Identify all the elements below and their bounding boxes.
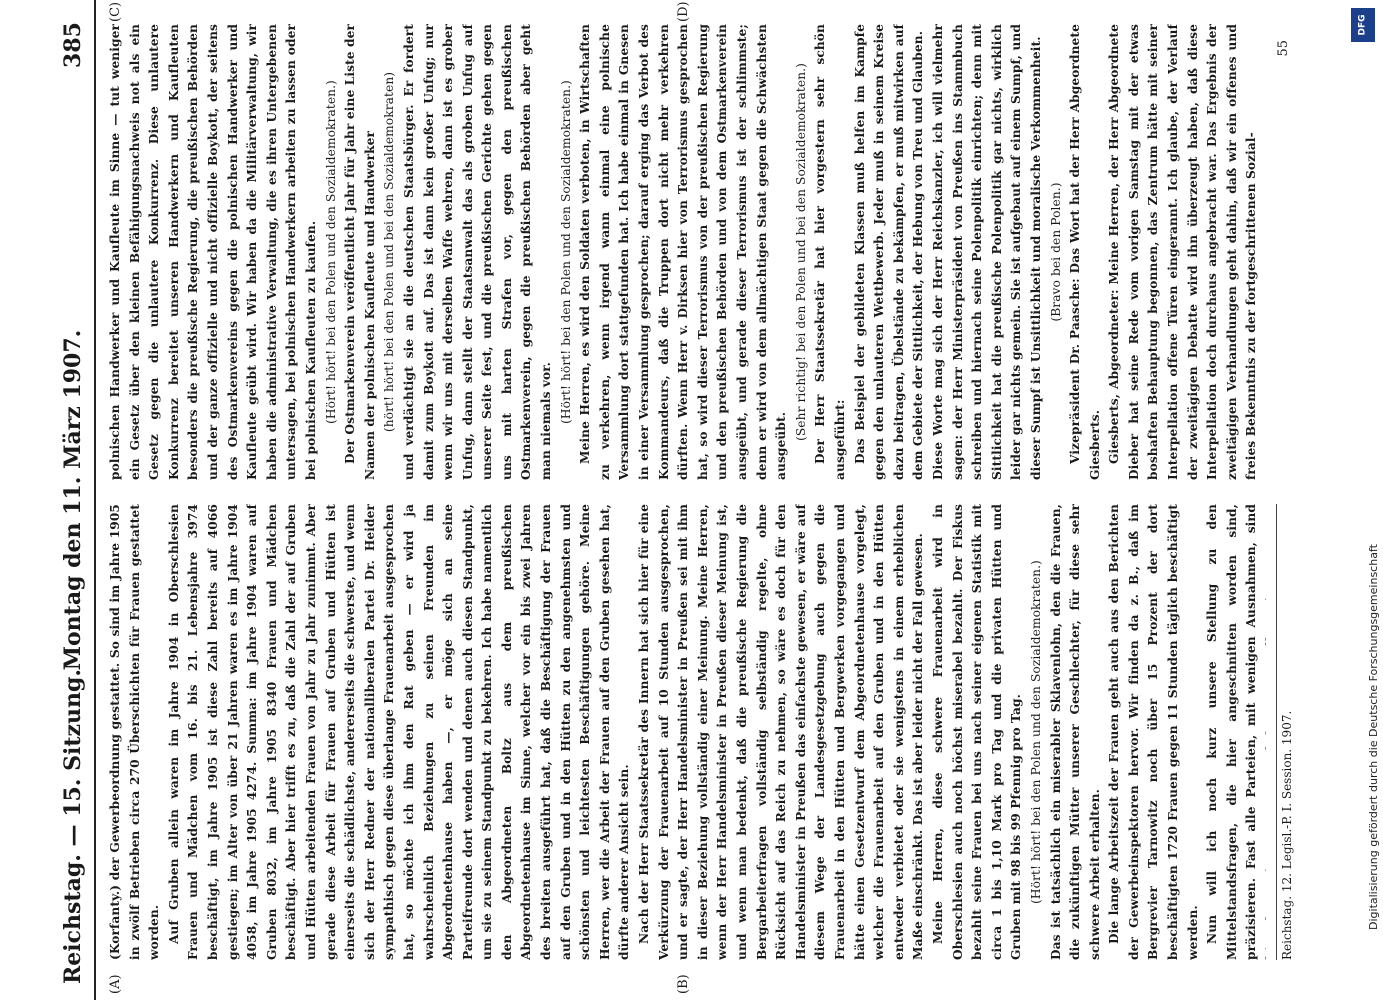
paragraph: polnischen Handwerker und Kaufleute im Sinne — tut weniger ein Gesetz über den kleinen Befähigungsnachweis not als ein Gesetz gegen die unlautere Konkurrenz. Diese unlautere Konkurrenz bereitet unseren Handwerkern und Kaufleuten besonders die preußische Regierung, die preußischen Behörden und der ganze offizielle und nicht offizielle Boykott, der seitens des Ostmarkenvereins gegen die polnischen Handwerker und Kaufleute geübt wird. Wir haben da die Militärverwaltung, wir haben die administrative Verwaltung, die es ihren Untergebenen untersagen, bei polnischen Handwerkern arbeiten zu lassen oder bei polnischen Kaufleuten zu kaufen. bbox=[108, 24, 318, 480]
page-footer: Reichstag. 12. Legisl.-P. I. Session. 1907. bbox=[1276, 504, 1294, 960]
page-header bbox=[54, 0, 96, 1000]
interjection: (Hört! hört! bei den Polen und den Sozialdemokraten.) bbox=[323, 80, 338, 424]
paragraph: (Korfanty.) der Gewerbeordnung gestattet. So sind im Jahre 1905 in zwölf Betrieben circa 270 Überschichten für Frauen gestattet worden. bbox=[108, 504, 162, 960]
paragraph: Meine Herren, es wird den Soldaten verboten, in Wirtschaften zu verkehren, wenn irgend wann einmal eine polnische Versammlung dort stattgefunden hat. Ich habe einmal in Gnesen in einer Versammlung gesprochen; darauf erging das Verbot des Kommandeurs, daß die Truppen dort nicht mehr verkehren dürften. Wenn Herr v. Dirksen hier von Terrorismus gesprochen hat, so wird dieser Terrorismus von der preußischen Regierung und den preußischen Behörden und von dem Ostmarkenverein ausgeübt, und gerade dieser Terrorismus ist der schlimmste; denn er wird von dem allmächtigen Staat gegen die Schwächsten ausgeübt. bbox=[578, 24, 789, 480]
margin-marker-d: (D) bbox=[676, 1, 691, 22]
right-column bbox=[106, 24, 1266, 480]
paragraph: Nun will ich noch kurz unsere Stellung zu den Mittelstandsfragen, die hier angeschnitten worden sind, präzisieren. Fast alle Parteien, mit wenigen Ausnahmen, sind bbox=[1205, 504, 1259, 960]
paragraph: und verdächtigt sie an die deutschen Staatsbürger. Er fordert damit zum Boykott auf. Das ist dann kein großer Unfug; nur wenn wir uns mit derselben Waffe wehren, dann ist es grober Unfug, dann stellt der Staatsanwalt das als groben Unfug auf unserer Seite fest, und die preußischen Gerichte gehen gegen uns mit harten Strafen vor, gegen den preußischen Ostmarkenverein, gegen die preußischen Behörden aber geht man niemals vor. bbox=[401, 24, 554, 480]
paragraph: Vizepräsident Dr. Paasche: Das Wort hat der Herr Abgeordnete Giesberts. bbox=[1068, 24, 1102, 480]
document-page bbox=[36, 0, 1346, 1000]
header-date: Montag den 11. März 1907. bbox=[60, 329, 86, 671]
paragraph: Diese Worte mag sich der Herr Reichskanzler, ich will vielmehr sagen: der Herr Ministerpräsident von Preußen ins Stammbuch schreiben und hiernach seine Polenpolitik einrichten; denn mit Sittlichkeit hat die preußische Polenpolitik gar nichts, wirklich leider gar nichts gemein. Sie ist aufgebaut auf einem Sumpf, und dieser Sumpf ist Unsittlichkeit und moralische Verkommenheit. bbox=[930, 24, 1043, 480]
paragraph: Das ist tatsächlich ein miserabler Sklavenlohn, den die Frauen, die zukünftigen Mütter unserer Geschlechter, für diese sehr schwere Arbeit erhalten. bbox=[1048, 504, 1102, 960]
left-column bbox=[106, 504, 1266, 960]
interjection: (Sehr richtig! bei den Polen und bei den Sozialdemokraten.) bbox=[793, 63, 808, 441]
paragraph: Die lange Arbeitszeit der Frauen geht auch aus den Berichten der Gewerbeinspektoren hervor. Wir finden da z. B., daß im Bergrevier Tarnowitz noch über 15 Prozent der dort beschäftigten 1720 Frauen gegen 11 Stunden täglich beschäftigt werden. bbox=[1107, 504, 1200, 960]
paragraph: Meine Herren, diese schwere Frauenarbeit wird in Oberschlesien auch noch höchst miserabel bezahlt. Der Fiskus bezahlt seine Frauen bei uns nach seiner eigenen Statistik mit circa 1 bis 1,10 Mark pro Tag und die privaten Hütten und Gruben mit 98 bis 99 Pfennig pro Tag. bbox=[930, 504, 1024, 960]
margin-marker-a: (A) bbox=[108, 974, 123, 994]
paragraph: Auf Gruben allein waren im Jahre 1904 in Oberschlesien Frauen und Mädchen vom 16. bis 21. Lebensjahre 3974 beschäftigt, im Jahre 1905 ist diese Zahl bereits auf 4066 gestiegen; im Alter von über 21 Jahren waren es im Jahre 1904 4058, im Jahre 1905 4274. Summa: im Jahre 1904 waren auf Gruben 8032, im Jahre 1905 8340 Frauen und Mädchen beschäftigt. Aber hier trifft es zu, daß die Zahl der auf Gruben und Hütten arbeitenden Frauen von Jahr zu Jahr zunimmt. Aber gerade diese Arbeit für Frauen auf Gruben und Hütten ist einerseits die schädlichste, andererseits die schwerste, und wenn sich der Herr Redner der nationalliberalen Partei Dr. Heider sympathisch gegen diese überlange Frauenarbeit ausgesprochen hat, so möchte ich ihm den Rat geben — er wird ja wahrscheinlich Beziehungen zu seinen Freunden im Abgeordnetenhause haben —, er möge sich an seine Parteifreunde dort wenden und denen auch diesen Standpunkt, um sie zu seinem Standpunkt zu bekehren. Ich habe namentlich den Abgeordneten Boltz aus dem preußischen Abgeordnetenhause im Sinne, welcher vor ein bis zwei Jahren des breiten ausgeführt hat, daß die Beschäftigung der Frauen auf den Gruben und in den Hütten zu den angenehmsten und schönsten und leichtesten Beschäftigungen gehöre. Meine Herren, wer die Arbeit der Frauen auf den Gruben gesehen hat, dürfte anderer Ansicht sein. bbox=[166, 504, 632, 960]
credit-text: Digitalisierung gefördert durch die Deutsche Forschungsgemeinschaft bbox=[1367, 544, 1380, 930]
interjection: (Hört! hört! bei den Polen und den Sozialdemokraten.) bbox=[558, 80, 573, 424]
interjection: (hört! hört! bei den Polen und bei den Sozialdemokraten) bbox=[382, 71, 397, 433]
margin-marker-b: (B) bbox=[676, 974, 691, 994]
paragraph: Der Ostmarkenverein veröffentlicht Jahr für Jahr eine Liste der Namen der polnischen Kaufleute und Handwerker bbox=[343, 24, 377, 480]
dfg-logo: DFG bbox=[1351, 8, 1375, 42]
paragraph: Das Beispiel der gebildeten Klassen muß helfen im Kampfe gegen den unlauteren Wettbewerb. Jeder muß in seinem Kreise dazu beitragen, Übelstände zu bekämpfen, er muß mitwirken auf dem Gebiete der Sittlichkeit, der Hebung von Treu und Glauben. bbox=[852, 24, 926, 480]
paragraph: Der Herr Staatssekretär hat hier vorgestern sehr schön ausgeführt: bbox=[813, 24, 847, 480]
interjection: (Bravo bei den Polen.) bbox=[1048, 182, 1063, 322]
page-signature: 55 bbox=[1276, 40, 1291, 57]
paragraph: Giesberts, Abgeordneter: Meine Herren, der Herr Abgeordnete Dieber hat seine Rede vom vorigen Samstag mit der etwas boshaften Behauptung begonnen, das Zentrum hätte mit seiner Interpellation offene Türen eingerannt. Ich glaube, der Verlauf der zweitägigen Debatte wird ihn überzeugt haben, daß diese Interpellation doch durchaus angebracht war. Das Ergebnis der zweitägigen Verhandlungen geht dahin, daß wir ein offenes und freies Bekenntnis zu der fortgeschrittenen Sozial- bbox=[1107, 24, 1259, 480]
paragraph: Nach der Herr Staatssekretär des Innern hat sich hier für eine Verkürzung der Frauenarbeit auf 10 Stunden ausgesprochen, und er sagte, der Herr Handelsminister in Preußen sei mit ihm in dieser Beziehung vollständig einer Meinung. Meine Herren, wenn der Herr Handelsminister in Preußen dieser Meinung ist, und wenn man bedenkt, daß die preußische Regierung die Bergarbeiterfragen vollständig selbständig regelte, ohne Rücksicht auf das Reich zu nehmen, so wäre es doch für den Handelsminister in Preußen das einfachste gewesen, er wäre auf diesem Wege der Landesgesetzgebung auch gegen die Frauenarbeit in den Hütten und Bergwerken vorgegangen und hätte einen Gesetzentwurf dem Abgeordnetenhause vorgelegt, welcher die Frauenarbeit auf den Gruben und in den Hütten entweder verbietet oder sie wenigstens in einem erheblichen Maße einschränkt. Das ist aber leider nicht der Fall gewesen. bbox=[637, 504, 926, 960]
header-left: Reichstag. — 15. Sitzung. bbox=[60, 668, 86, 984]
margin-marker-c: (C) bbox=[108, 1, 123, 22]
digitization-credit bbox=[1345, 0, 1383, 1000]
interjection: (Hört! hört! bei den Polen und den Sozialdemokraten.) bbox=[1028, 560, 1043, 904]
page-number: 385 bbox=[60, 22, 86, 68]
